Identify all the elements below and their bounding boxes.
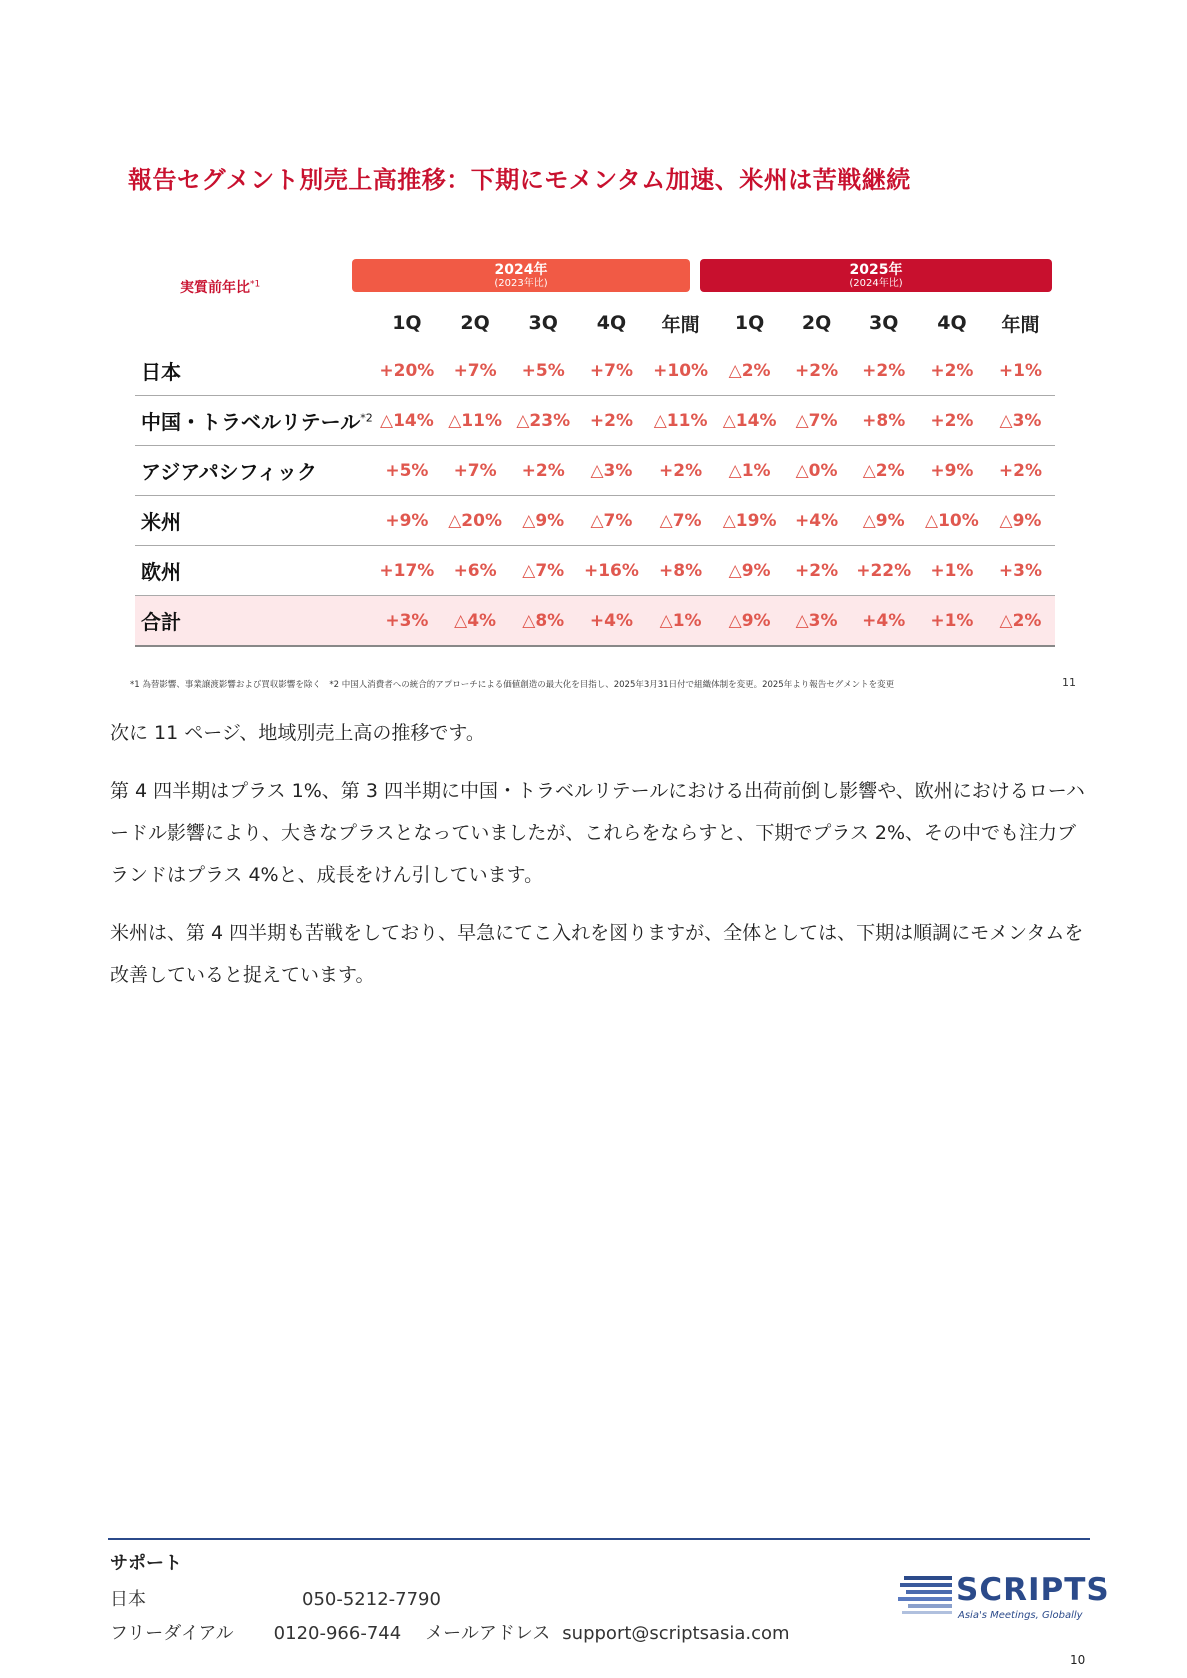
table-cell: +1%	[986, 346, 1055, 396]
freedial-label: フリーダイアル	[110, 1623, 234, 1644]
col-header: 年間	[661, 313, 700, 336]
table-cell: +17%	[373, 546, 441, 596]
table-cell: △0%	[784, 446, 850, 496]
table-cell: +2%	[646, 446, 716, 496]
table-cell: +7%	[577, 346, 645, 396]
table-cell: △9%	[850, 496, 918, 546]
table-cell: +2%	[986, 446, 1055, 496]
col-header: 年間	[1001, 313, 1040, 336]
col-header: 1Q	[392, 312, 422, 334]
scripts-logo-mark-icon	[898, 1572, 958, 1618]
col-header: 2Q	[460, 312, 490, 334]
table-cell: +4%	[577, 596, 645, 647]
table-row	[135, 496, 1055, 546]
table-header-row	[135, 300, 1055, 346]
row-label-text: 合計	[141, 610, 181, 634]
table-row	[135, 396, 1055, 446]
body-paragraph: 次に 11 ページ、地域別売上高の推移です。	[110, 722, 485, 744]
table-cell: △9%	[986, 496, 1055, 546]
row-label-text: 米州	[141, 510, 181, 534]
table-cell: +4%	[850, 596, 918, 647]
email-label: メールアドレス	[425, 1623, 551, 1644]
row-label	[135, 346, 373, 396]
scripts-logo	[898, 1572, 1110, 1622]
table-cell: △1%	[716, 446, 784, 496]
japan-phone: 050-5212-7790	[302, 1589, 441, 1610]
table-cell: +2%	[784, 346, 850, 396]
table-cell: △2%	[716, 346, 784, 396]
table-cell: +2%	[850, 346, 918, 396]
metric-note: *1	[250, 279, 261, 290]
table-row	[135, 446, 1055, 496]
table-cell: △4%	[441, 596, 509, 647]
table-cell: △20%	[441, 496, 509, 546]
metric-label-text: 実質前年比	[180, 280, 250, 296]
table-row	[135, 546, 1055, 596]
table-cell: +2%	[509, 446, 577, 496]
logo-text: SCRIPTS	[956, 1572, 1110, 1608]
support-row-freedial	[110, 1619, 790, 1645]
table-cell: +9%	[373, 496, 441, 546]
freedial-phone: 0120-966-744	[273, 1623, 402, 1644]
table-cell: +5%	[509, 346, 577, 396]
col-header: 4Q	[937, 312, 967, 334]
table-cell: △3%	[986, 396, 1055, 446]
year-2025-sub: (2024年比)	[849, 278, 903, 289]
email-link[interactable]: support@scriptsasia.com	[562, 1623, 790, 1644]
table-cell: +5%	[373, 446, 441, 496]
table-cell: +20%	[373, 346, 441, 396]
body-paragraph: 第 4 四半期はプラス 1%、第 3 四半期に中国・トラベルリテールにおける出荷前倒し影響や、欧州におけるローハードル影響により、大きなプラスとなっていましたが、これらをならすと、下期でプラス 2%、その中でも注力ブランドはプラス 4%と、成長をけん引しています。	[110, 780, 1085, 886]
table-cell: +2%	[577, 396, 645, 446]
table-row	[135, 346, 1055, 396]
table-cell: △14%	[373, 396, 441, 446]
table-cell: +2%	[784, 546, 850, 596]
row-label	[135, 546, 373, 596]
table-cell: △9%	[509, 496, 577, 546]
table-cell: +7%	[441, 446, 509, 496]
year-header-2024	[352, 259, 690, 292]
logo-tagline: Asia's Meetings, Globally	[958, 1610, 1083, 1621]
table-cell: +2%	[918, 396, 986, 446]
table-cell: +9%	[918, 446, 986, 496]
table-cell: △7%	[509, 546, 577, 596]
col-header: 1Q	[734, 312, 765, 334]
table-cell: △2%	[850, 446, 918, 496]
table-cell: +8%	[646, 546, 716, 596]
row-label	[135, 446, 373, 496]
row-label	[135, 496, 373, 546]
table-cell: △14%	[716, 396, 784, 446]
year-2024-sub: (2023年比)	[494, 278, 548, 289]
table-cell: +16%	[577, 546, 645, 596]
support-row-japan	[110, 1585, 441, 1611]
table-cell: +8%	[850, 396, 918, 446]
table-cell: +1%	[918, 596, 986, 647]
year-2024-label: 2024年	[494, 262, 548, 278]
table-cell: +4%	[784, 496, 850, 546]
row-label	[135, 596, 373, 647]
table-cell: △7%	[577, 496, 645, 546]
slide-page-number: 11	[1062, 676, 1076, 689]
header-blank	[135, 300, 373, 346]
body-paragraph: 米州は、第 4 四半期も苦戦をしており、早急にてこ入れを図りますが、全体としては、下期は順調にモメンタムを改善していると捉えています。	[110, 922, 1084, 986]
row-note: *2	[360, 411, 373, 425]
metric-label	[180, 277, 260, 297]
table-cell: △7%	[646, 496, 716, 546]
segment-sales-table	[135, 300, 1055, 647]
slide-footnote: *1 為替影響、事業譲渡影響および買収影響を除く *2 中国人消費者への統合的アプローチによる価値創造の最大化を目指し、2025年3月31日付で組織体制を変更。2025年より報告セグメントを変更	[130, 680, 895, 690]
table-cell: +1%	[918, 546, 986, 596]
table-cell: +2%	[918, 346, 986, 396]
table-cell: △7%	[784, 396, 850, 446]
year-header-2025	[700, 259, 1052, 292]
table-cell: △23%	[509, 396, 577, 446]
row-label	[135, 396, 373, 446]
table-cell: △11%	[441, 396, 509, 446]
col-header: 3Q	[868, 312, 899, 334]
footer-divider	[108, 1538, 1090, 1540]
table-cell: △3%	[784, 596, 850, 647]
table-cell: +10%	[646, 346, 716, 396]
col-header: 3Q	[528, 312, 558, 334]
table-cell: +22%	[850, 546, 918, 596]
row-label-text: アジアパシフィック	[141, 460, 317, 484]
year-2025-label: 2025年	[849, 262, 903, 278]
table-cell: △19%	[716, 496, 784, 546]
table-cell: +7%	[441, 346, 509, 396]
table-cell: △8%	[509, 596, 577, 647]
table-cell: △10%	[918, 496, 986, 546]
table-cell: △1%	[646, 596, 716, 647]
table-cell: +6%	[441, 546, 509, 596]
row-label-text: 日本	[141, 360, 181, 384]
table-cell: △11%	[646, 396, 716, 446]
col-header: 2Q	[801, 312, 832, 334]
support-title: サポート	[110, 1553, 182, 1574]
table-cell: △3%	[577, 446, 645, 496]
slide-title: 報告セグメント別売上高推移：下期にモメンタム加速、米州は苦戦継続	[128, 166, 911, 194]
japan-label: 日本	[110, 1589, 146, 1610]
row-label-text: 中国・トラベルリテール	[141, 410, 361, 434]
table-cell: +3%	[373, 596, 441, 647]
table-cell: △2%	[986, 596, 1055, 647]
col-header: 4Q	[596, 312, 627, 334]
table-cell: △9%	[716, 546, 784, 596]
page-number: 10	[1070, 1653, 1086, 1667]
table-cell: △9%	[716, 596, 784, 647]
row-label-text: 欧州	[141, 560, 181, 584]
table-row-total	[135, 596, 1055, 647]
table-cell: +3%	[986, 546, 1055, 596]
